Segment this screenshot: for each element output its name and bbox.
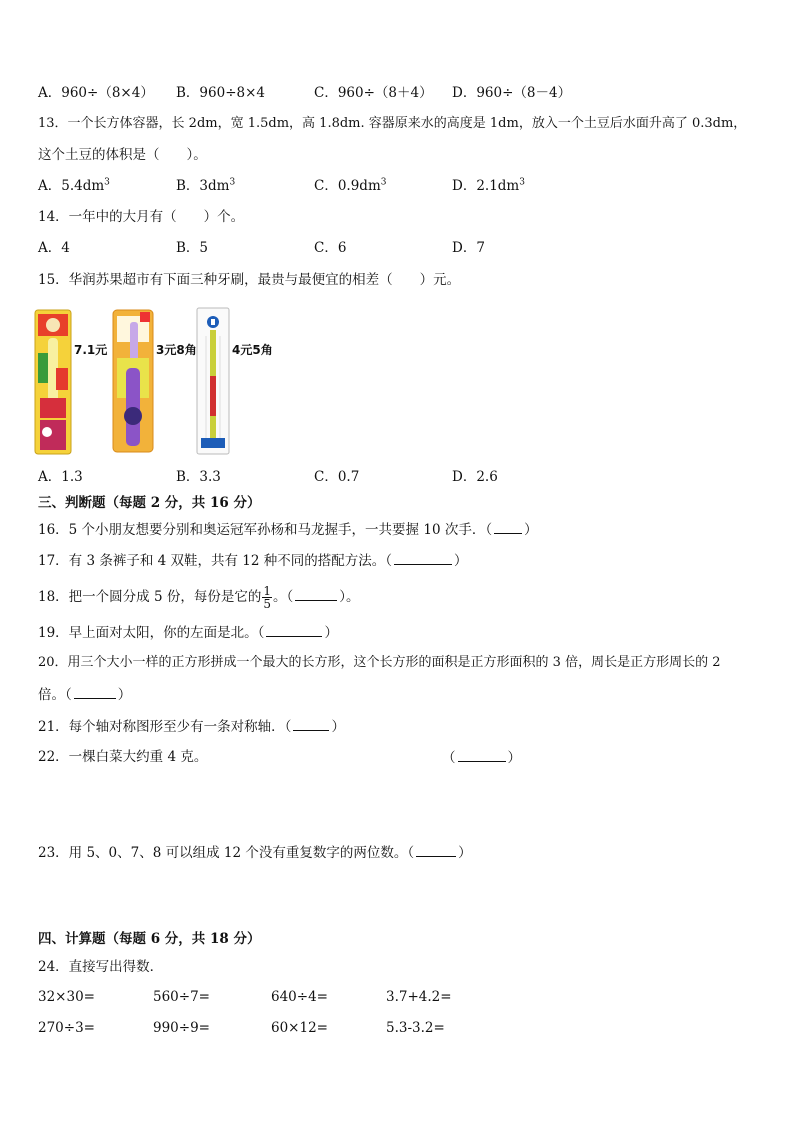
q24-problem-5: 270÷3=: [38, 1020, 95, 1036]
toothbrush-1-image: [34, 308, 72, 456]
section-3-heading: 三、判断题（每题 2 分，共 16 分）: [38, 495, 261, 511]
q24-problem-1: 32×30=: [38, 989, 95, 1005]
q15-stem: 15．华润苏果超市有下面三种牙刷，最贵与最便宜的相差（ ）元。: [38, 272, 461, 288]
toothbrush-3-price: 4元5角: [232, 343, 273, 357]
q13-option-d[interactable]: D．$2.1dm^3$: [452, 177, 525, 194]
q24-problem-7: 60×12=: [271, 1020, 328, 1036]
q13-stem-line1: 13．一个长方体容器，长 2dm，宽 1.5dm，高 1.8dm. 容器原来水的高度是 1dm，放入一个土豆后水面升高了 0.3dm，: [38, 116, 747, 131]
q24-stem: 24．直接写出得数．: [38, 959, 164, 975]
toothbrush-2-price: 3元8角: [156, 343, 197, 357]
q13-option-b[interactable]: B．$3dm^3$: [176, 177, 236, 194]
toothbrush-3-image: [196, 306, 230, 456]
q13-stem-line2: 这个土豆的体积是（ ）。: [38, 147, 207, 163]
q16-statement: 16．5 个小朋友想要分别和奥运冠军孙杨和马龙握手，一共要握 10 次手．（ ）: [38, 522, 538, 538]
q15-option-c[interactable]: C．0.7: [314, 469, 360, 485]
section-4-heading: 四、计算题（每题 6 分，共 18 分）: [38, 931, 261, 947]
q18-fraction: $\frac{1}{5}$: [263, 584, 271, 611]
q19-statement: 19．早上面对太阳，你的左面是北。（ ）: [38, 625, 338, 641]
q14-option-c[interactable]: C．6: [314, 240, 347, 256]
q20-statement-line2: 倍。（ ）: [38, 687, 132, 703]
q22-answer: （ ）: [442, 750, 521, 766]
q14-stem: 14．一年中的大月有（ ）个。: [38, 209, 245, 225]
q17-answer-blank[interactable]: [394, 551, 452, 565]
q12-option-d[interactable]: D．960÷（8－4）: [452, 85, 572, 101]
q24-problem-8: 5.3-3.2=: [386, 1020, 445, 1036]
q14-option-a[interactable]: A．4: [38, 240, 70, 256]
q20-statement-line1: 20．用三个大小一样的正方形拼成一个最大的长方形，这个长方形的面积是正方形面积的 3 倍，周长是正方形周长的 2: [38, 655, 721, 670]
q13-option-a[interactable]: A．$5.4dm^3$: [38, 177, 110, 194]
q21-answer-blank[interactable]: [293, 717, 329, 731]
q12-option-a[interactable]: A．960÷（8×4）: [38, 85, 154, 101]
q24-problem-4: 3.7+4.2=: [386, 989, 452, 1005]
q17-statement: 17．有 3 条裤子和 4 双鞋，共有 12 种不同的搭配方法。（ ）: [38, 553, 468, 569]
q24-problem-6: 990÷9=: [153, 1020, 210, 1036]
q19-answer-blank[interactable]: [266, 623, 322, 637]
q18-answer-blank[interactable]: [295, 587, 337, 601]
q15-option-d[interactable]: D．2.6: [452, 469, 498, 485]
q18-statement: 18．把一个圆分成 5 份，每份是它的 $\frac{1}{5}$ 。（ ）。: [38, 584, 360, 611]
q14-option-b[interactable]: B．5: [176, 240, 209, 256]
q16-answer-blank[interactable]: [494, 520, 522, 534]
q14-option-d[interactable]: D．7: [452, 240, 485, 256]
q15-option-b[interactable]: B．3.3: [176, 469, 221, 485]
toothbrush-1-price: 7.1元: [74, 343, 108, 357]
q21-statement: 21．每个轴对称图形至少有一条对称轴．（ ）: [38, 719, 345, 735]
q12-option-b[interactable]: B．960÷8×4: [176, 85, 265, 101]
q23-answer-blank[interactable]: [416, 843, 456, 857]
q20-answer-blank[interactable]: [74, 685, 116, 699]
q22-statement: 22．一棵白菜大约重 4 克。: [38, 749, 208, 765]
q12-option-c[interactable]: C．960÷（8＋4）: [314, 85, 433, 101]
q24-problem-3: 640÷4=: [271, 989, 328, 1005]
q15-option-a[interactable]: A．1.3: [38, 469, 83, 485]
q23-statement: 23．用 5、0、7、8 可以组成 12 个没有重复数字的两位数。（ ）: [38, 845, 472, 861]
q22-answer-blank[interactable]: [458, 748, 506, 762]
q13-option-c[interactable]: C．$0.9dm^3$: [314, 177, 387, 194]
q24-problem-2: 560÷7=: [153, 989, 210, 1005]
toothbrush-2-image: [112, 308, 154, 454]
